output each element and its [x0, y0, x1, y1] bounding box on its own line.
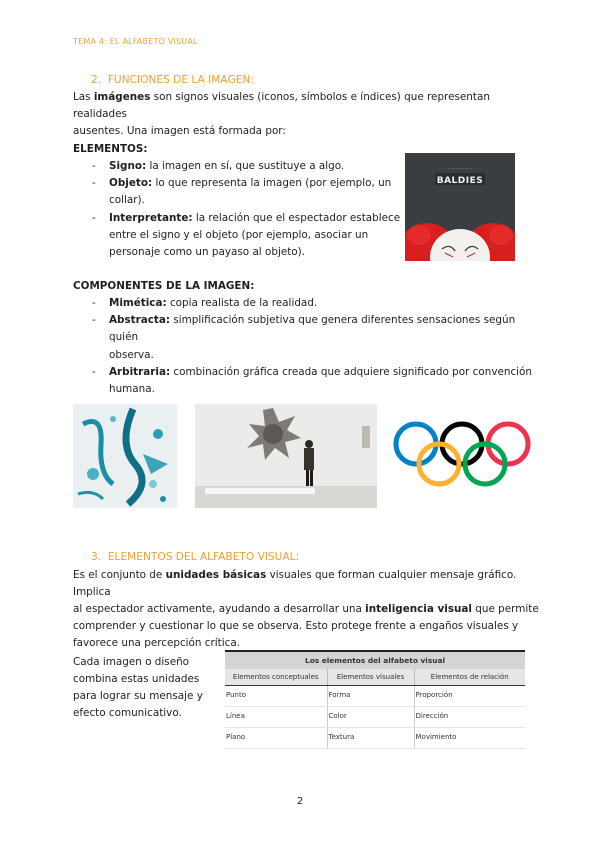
table-cell: Movimiento: [414, 728, 525, 749]
table-cell: Línea: [225, 707, 327, 728]
list-item: - Abstracta: simplificación subjetiva que genera diferentes sensaciones según quién observa.: [92, 314, 516, 361]
list-item: - Mimética: copia realista de la realidad.: [92, 297, 318, 309]
gallery-sculpture-image: [195, 404, 377, 508]
list-item: - Signo: la imagen en sí, que sustituye a algo.: [92, 160, 345, 172]
elementos-heading: ELEMENTOS:: [73, 143, 148, 155]
table-cell: Dirección: [414, 707, 525, 728]
poster-title: BALDIES: [436, 176, 484, 186]
section-3-paragraph: Es el conjunto de unidades básicas visuales que forman cualquier mensaje gráfico. Implica al espectador activamente, ayudando a desarrollar una inteligencia visual que permite comprender y cuestionar lo que se observa. Esto protege frente a engaños visuales y favorece una percepción crítica.: [73, 569, 539, 649]
table-cell: Plano: [225, 728, 327, 749]
page-number: 2: [296, 796, 304, 807]
section-2-intro: Las imágenes son signos visuales (iconos, símbolos e índices) que representan realidades ausentes. Una imagen está formada por:: [73, 91, 490, 137]
table-row: [225, 686, 525, 707]
section-2-title: 2. FUNCIONES DE LA IMAGEN:: [91, 74, 254, 86]
alphabet-table: [225, 650, 525, 749]
list-item: - Interpretante: la relación que el espectador establece entre el signo y el objeto (por ejemplo, asociar un personaje como un payaso al objeto).: [92, 211, 401, 259]
abstract-art-image: [73, 404, 177, 508]
table-header: Elementos visuales: [327, 669, 414, 686]
elementos-list: [73, 158, 403, 261]
table-cell: Textura: [327, 728, 414, 749]
table-cell: Forma: [327, 686, 414, 707]
section-3-title: 3. ELEMENTOS DEL ALFABETO VISUAL:: [91, 551, 300, 563]
svg-text:— — — — — —: — — — — — —: [446, 166, 474, 170]
table-header: Elementos de relación: [414, 669, 525, 686]
componentes-heading: COMPONENTES DE LA IMAGEN:: [73, 280, 255, 292]
clown-poster-image: [405, 153, 515, 261]
table-header: Elementos conceptuales: [225, 669, 327, 686]
table-cell: Proporción: [414, 686, 525, 707]
list-item: - Objeto: lo que representa la imagen (por ejemplo, un collar).: [92, 177, 392, 207]
side-note: Cada imagen o diseño combina estas unidades para lograr su mensaje y efecto comunicativo.: [73, 656, 203, 719]
table-row: [225, 707, 525, 728]
table-cell: Punto: [225, 686, 327, 707]
table-row: [225, 728, 525, 749]
list-item: - Arbitraria: combinación gráfica creada que adquiere significado por convención humana.: [92, 365, 532, 396]
running-header: TEMA 4: EL ALFABETO VISUAL: [73, 37, 198, 46]
table-cell: Color: [327, 707, 414, 728]
componentes-list: [73, 295, 543, 398]
table-title: Los elementos del alfabeto visual: [225, 651, 525, 669]
olympic-rings-image: [392, 418, 532, 490]
